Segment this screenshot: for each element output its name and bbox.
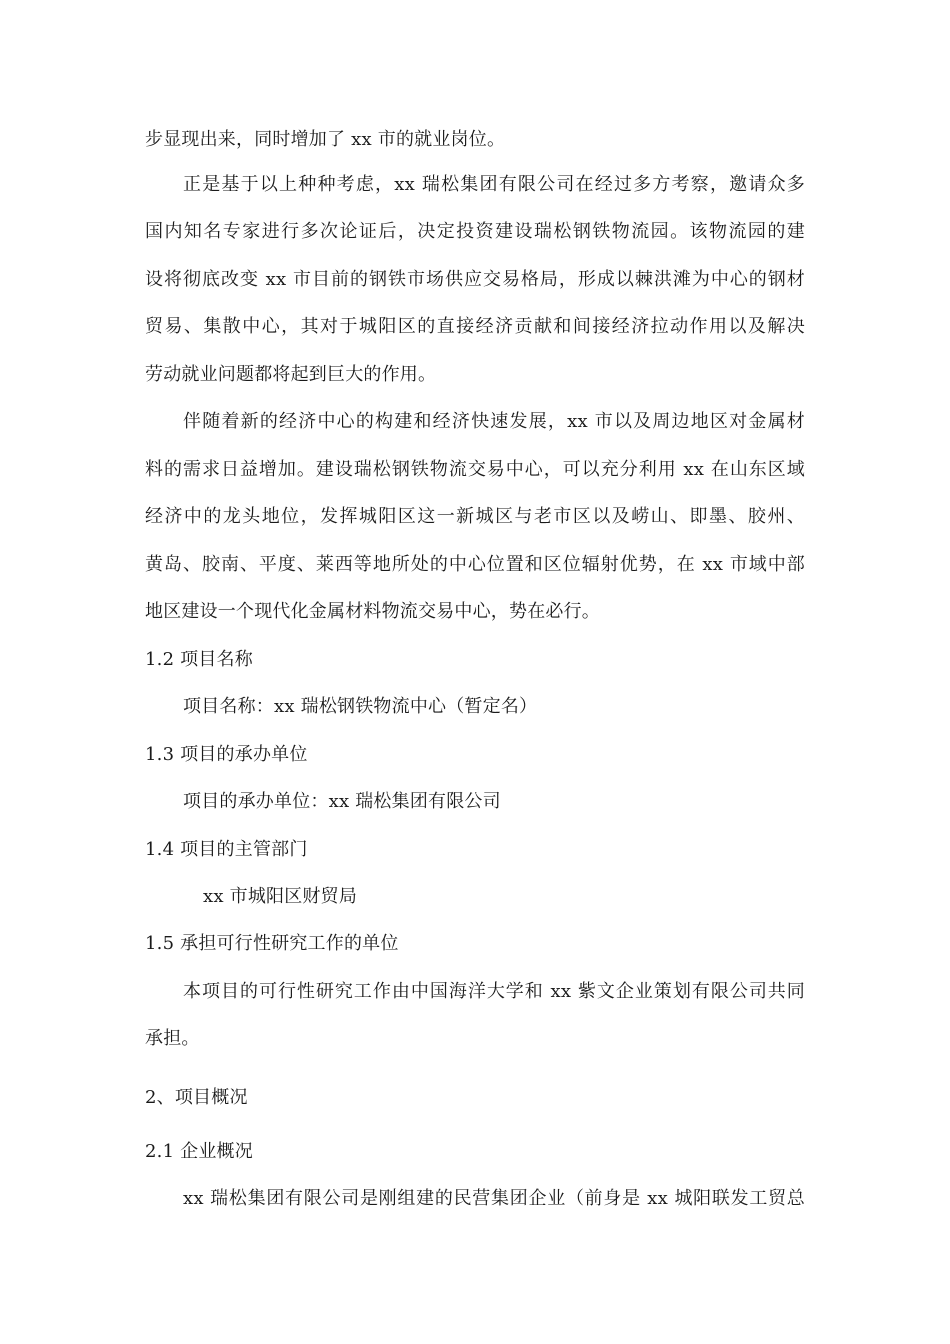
section-heading: 1.3 项目的承办单位 <box>145 744 308 765</box>
paragraph-line: 料的需求日益增加。建设瑞松钢铁物流交易中心，可以充分利用 xx 在山东区域 <box>145 459 805 480</box>
paragraph-line: 地区建设一个现代化金属材料物流交易中心，势在必行。 <box>145 601 600 622</box>
paragraph-line: 经济中的龙头地位，发挥城阳区这一新城区与老市区以及崂山、即墨、胶州、 <box>145 506 805 527</box>
paragraph-line: 步显现出来，同时增加了 xx 市的就业岗位。 <box>145 129 506 150</box>
chapter-heading: 2、项目概况 <box>145 1087 248 1108</box>
paragraph-line: 国内知名专家进行多次论证后，决定投资建设瑞松钢铁物流园。该物流园的建 <box>145 221 805 242</box>
section-body: 项目的承办单位：xx 瑞松集团有限公司 <box>183 791 501 812</box>
paragraph-line: 伴随着新的经济中心的构建和经济快速发展，xx 市以及周边地区对金属材 <box>183 411 805 432</box>
section-body: 承担。 <box>145 1028 200 1049</box>
section-body: 本项目的可行性研究工作由中国海洋大学和 xx 紫文企业策划有限公司共同 <box>183 981 805 1002</box>
paragraph-line: 劳动就业问题都将起到巨大的作用。 <box>145 364 437 385</box>
paragraph-line: 贸易、集散中心，其对于城阳区的直接经济贡献和间接经济拉动作用以及解决 <box>145 316 805 337</box>
section-heading: 2.1 企业概况 <box>145 1141 253 1162</box>
paragraph-line: 设将彻底改变 xx 市目前的钢铁市场供应交易格局，形成以棘洪滩为中心的钢材 <box>145 269 805 290</box>
section-body: xx 瑞松集团有限公司是刚组建的民营集团企业（前身是 xx 城阳联发工贸总 <box>183 1188 805 1209</box>
paragraph-line: 黄岛、胶南、平度、莱西等地所处的中心位置和区位辐射优势，在 xx 市域中部 <box>145 554 805 575</box>
section-body: xx 市城阳区财贸局 <box>203 886 358 907</box>
section-heading: 1.5 承担可行性研究工作的单位 <box>145 933 399 954</box>
section-heading: 1.4 项目的主管部门 <box>145 839 308 860</box>
paragraph-line: 正是基于以上种种考虑，xx 瑞松集团有限公司在经过多方考察，邀请众多 <box>183 174 805 195</box>
section-heading: 1.2 项目名称 <box>145 649 253 670</box>
section-body: 项目名称：xx 瑞松钢铁物流中心（暂定名） <box>183 696 538 717</box>
